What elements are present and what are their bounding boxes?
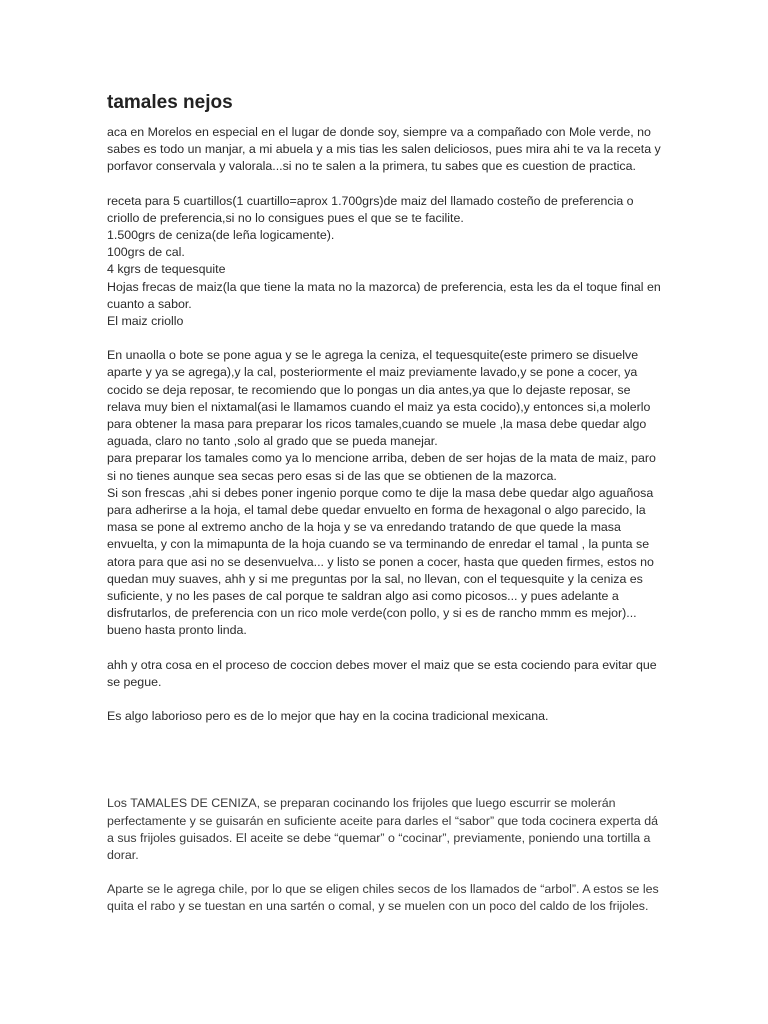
ingredients-paragraph: receta para 5 cuartillos(1 cuartillo=aprox 1.700grs)de maiz del llamado costeño de preferencia o criollo de preferencia,si no lo consigues pues el que se te facilite. 1.500grs de ceniza(de leña logicamente). 100grs de cal. 4 kgrs de tequesquite Hojas frecas de maiz(la que tiene la mata no la mazorca) de preferencia, esta les da el toque final en cuanto a sabor. El maiz criollo: [107, 193, 661, 329]
cooking-tip-paragraph: ahh y otra cosa en el proceso de coccion debes mover el maiz que se esta cociendo para evitar que se pegue.: [107, 657, 657, 689]
document-body: [107, 92, 667, 916]
instructions-paragraph: En unaolla o bote se pone agua y se le agrega la ceniza, el tequesquite(este primero se disuelve aparte y ya se agrega),y la cal, posteriormente el maiz previamente lavado,y se pone a cocer, ya cocido se deja reposar, te recomiendo que lo pongas un dia antes,ya que lo dejaste reposar, se relava muy bien el nixtamal(asi le llamamos cuando el maiz ya esta cocido),y entonces si,a molerlo para obtener la masa para preparar los ricos tamales,cuando se muele ,la masa debe quedar algo aguada, claro no tanto ,solo al grado que se pueda manejar. para preparar los tamales como ya lo mencione arriba, deben de ser hojas de la mata de maiz, paro si no tienes aunque sea secas pero esas si de las que se obtienen de la mazorca. Si son frescas ,ahi si debes poner ingenio porque como te dije la masa debe quedar algo aguañosa para adherirse a la hoja, el tamal debe quedar envuelto en forma de hexagonal o algo parecido, la masa se pone al extremo ancho de la hoja y se va enredando tratando de que quede la masa envuelta, y con la mimapunta de la hoja cuando se va terminando de enredar el tamal , la punta se atora para que asi no se desenvuelva... y listo se ponen a cocer, hasta que queden firmes, estos no quedan muy suaves, ahh y si me preguntas por la sal, no llevan, con el tequesquite y la ceniza es suficiente, y no les pases de cal porque te saldran algo asi como picosos... y pues adelante a disfrutarlos, de preferencia con un rico mole verde(con pollo, y si es de rancho mmm es mejor)... bueno hasta pronto linda.: [107, 348, 656, 638]
closing-paragraph: Es algo laborioso pero es de lo mejor que hay en la cocina tradicional mexicana.: [107, 709, 549, 724]
document-title: tamales nejos: [107, 92, 233, 113]
ceniza-tamales-paragraph: Los TAMALES DE CENIZA, se preparan cocinando los frijoles que luego escurrir se molerán perfectamente y se guisarán en suficiente aceite para darles el “sabor” que toda cocinera experta dá a sus frijoles guisados. El aceite se debe “quemar” o “cocinar”, previamente, poniendo una tortilla a dorar.: [107, 796, 659, 862]
intro-paragraph: aca en Morelos en especial en el lugar de donde soy, siempre va a compañado con Mole verde, no sabes es todo un manjar, a mi abuela y a mis tias les salen deliciosos, pues mira ahi te va la receta y porfavor conservala y valorala...si no te salen a la primera, tu sabes que es cuestion de practica.: [107, 125, 661, 174]
chile-paragraph: Aparte se le agrega chile, por lo que se eligen chiles secos de los llamados de “arbol”. A estos se les quita el rabo y se tuestan en una sartén o comal, y se muelen con un poco del caldo de los frijoles.: [107, 882, 659, 914]
